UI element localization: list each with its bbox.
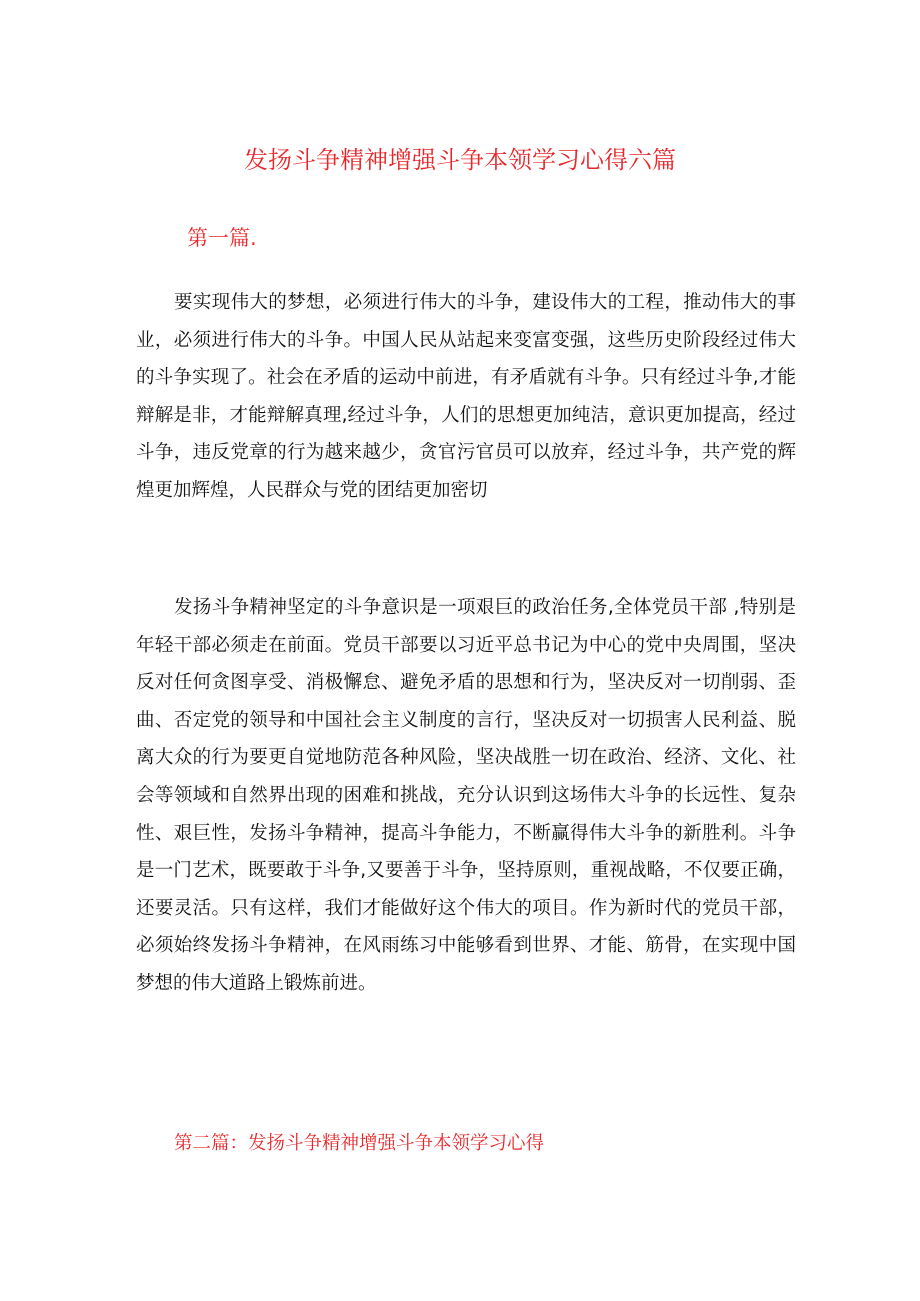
section-2-heading: 第二篇：发扬斗争精神增强斗争本领学习心得: [174, 1133, 545, 1154]
section-1-heading: 第一篇.: [187, 226, 257, 250]
body-paragraph-2: 发扬斗争精神坚定的斗争意识是一项艰巨的政治任务,全体党员干部 ,特别是年轻干部必须走在前面。党员干部要以习近平总书记为中心的党中央周围，坚决反对任何贪图享受、消极懈怠、避免矛盾的思想和行为，坚决反对一切削弱、歪曲、否定党的领导和中国社会主义制度的言行，坚决反对一切损害人民利益、脱离大众的行为要更自觉地防范各种风险，坚决战胜一切在政治、经济、文化、社会等领域和自然界出现的困难和挑战，充分认识到这场伟大斗争的长远性、复杂性、艰巨性，发扬斗争精神，提高斗争能力，不断赢得伟大斗争的新胜利。斗争是一门艺术，既要敢于斗争,又要善于斗争，坚持原则，重视战略，不仅要正确，还要灵活。只有这样，我们才能做好这个伟大的项目。作为新时代的党员干部，必须始终发扬斗争精神，在风雨练习中能够看到世界、才能、筋骨，在实现中国梦想的伟大道路上锻炼前进。: [136, 597, 796, 994]
document-title: 发扬斗争精神增强斗争本领学习心得六篇: [244, 146, 676, 174]
body-paragraph-1: 要实现伟大的梦想，必须进行伟大的斗争，建设伟大的工程，推动伟大的事业，必须进行伟大的斗争。中国人民从站起来变富变强，这些历史阶段经过伟大的斗争实现了。社会在矛盾的运动中前进，有矛盾就有斗争。只有经过斗争,才能辩解是非，才能辩解真理,经过斗争，人们的思想更加纯洁，意识更加提高，经过斗争，违反党章的行为越来越少，贪官污官员可以放弃，经过斗争，共产党的辉煌更加辉煌，人民群众与党的团结更加密切: [136, 292, 796, 501]
